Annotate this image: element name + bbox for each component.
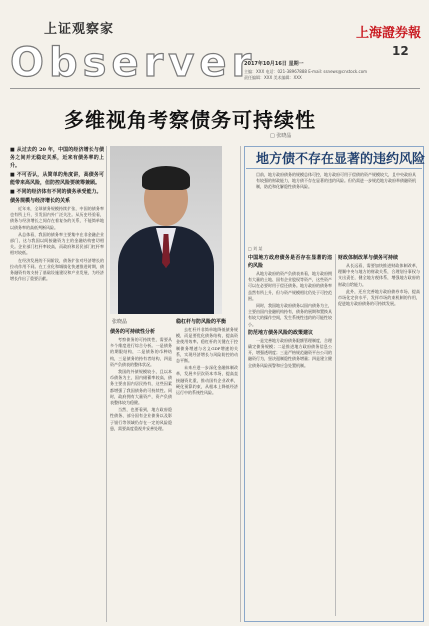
section-heading: 债务规模与经济增长的关系 <box>10 198 71 204</box>
paragraph: 未来应进一步深化金融体制改革，发展多层次资本市场，提高直接融资比重，推动国有企业改革，硬化预算约束，从根本上降低经济运行中的系统性风险。 <box>176 365 238 396</box>
column-divider <box>335 254 336 616</box>
date-line: 2017年10月16日 星期一 <box>244 61 304 67</box>
lead-bullet: ■ 从过去的 20 年，中国的经济增长与债务之间并无稳定关系，近来有债务率的上升。 <box>10 147 104 169</box>
section-kicker: 上证观察家 <box>44 22 115 37</box>
sidebar-title-rule <box>246 168 422 169</box>
photo-hair <box>142 166 190 190</box>
paragraph: 一是完善地方政府债务限额管理制度，合理确定债务规模；二是推进地方政府债务信息公开，增强透明度；三是严格规范融资平台公司的融资行为，坚决遏制隐性债务增量；四是建立健全债务风险预警和应急处置机制。 <box>248 337 332 368</box>
article-column-1 <box>10 146 104 622</box>
sidebar-column-1 <box>248 254 332 618</box>
article-headline: 多维视角考察债务可持续性 <box>64 108 316 132</box>
paragraph: 近年来，全球债务规模持续扩张，中国的债务率也有所上升，引发国内外广泛关注。从历史经验看，债务与经济增长之间存在着复杂的关系，不能简单地以债务率的高低判断风险。 <box>10 206 104 230</box>
paragraph: 从地方政府的资产负债表来看，地方政府拥有大量的土地、国有企业股权等资产，这些资产可以在必要时用于偿还债务。地方政府的债务率虽然有所上升，但与资产规模相比仍处于可控范围。 <box>248 271 332 301</box>
page-number: 12 <box>392 44 409 58</box>
editor-meta-line: 责任编辑：XXX 美术编辑：XXX <box>244 75 302 80</box>
paragraph: 从总体看，我国的债务率主要集中在非金融企业部门，这与我国以间接融资为主的金融结构密切相关。企业部门杠杆率较高，而政府和居民部门杠杆率相对较低。 <box>10 231 104 256</box>
lead-bullet: ■ 不同的经济体有不同的债务承受能力。 <box>10 189 102 195</box>
photo-caption: 张晓晶 <box>112 319 128 325</box>
sidebar-title: 地方债不存在显著的违约风险 <box>256 152 426 167</box>
section-heading: 稳杠杆与防风险的平衡 <box>176 319 227 325</box>
paragraph: 考察债务的可持续性，需要从多个维度进行综合分析。一是债务的期限结构，二是债务的币种结构，三是债务的持有者结构，四是资产负债表的整体状况。 <box>110 337 172 367</box>
sidebar-author: □ 刘 某 <box>248 246 263 251</box>
author-photo <box>110 146 222 314</box>
paragraph: 去杠杆并非简单地降低债务规模，而是要优化债务结构，提高资金使用效率。稳杠杆的关键在于控制债务增速与名义GDP增速的关系，实现经济增长与风险防控的动态平衡。 <box>176 327 238 364</box>
lead-bullet: ■ 不可否认，从简单的角度讲，高债务可能带来高风险，但防控风险要统筹兼顾。 <box>10 172 104 186</box>
paragraph: 我国的外债规模较小，且以本币债务为主，国内储蓄率较高，债务主要由国内居民持有，这些因素都增强了我国债务的可持续性。同时，政府拥有大量资产，资产负债表整体较为稳健。 <box>110 369 172 406</box>
paragraph: 此外，还应完善地方政府债券市场，提高市场化定价水平，发挥市场约束机制的作用，促进地方政府债务的可持续发展。 <box>338 288 420 307</box>
column-divider <box>106 146 107 622</box>
article-column-2 <box>110 328 172 622</box>
header-rule <box>10 88 420 89</box>
section-heading: 防范地方债务风险的政策建议 <box>248 329 314 336</box>
page-header <box>0 0 429 92</box>
column-divider <box>240 146 241 622</box>
section-heading: 债务的可持续性分析 <box>110 329 156 335</box>
paragraph: 从长远看，需要加快推进财政体制改革，理顺中央与地方的财政关系，合理划分事权与支出责任，健全地方税体系，增强地方政府的财政自给能力。 <box>338 263 420 287</box>
paragraph: 在经济发展的不同阶段，债务扩张对经济增长的拉动作用不同。在工业化和城镇化快速推进时期，债务融资有效支持了基础设施建设和产业发展，为经济增长作出了重要贡献。 <box>10 257 104 282</box>
section-heading: 财政体制改革与债务可持续 <box>338 255 399 261</box>
paragraph: 当然，也要看到，地方政府隐性债务、部分国有企业债务以及影子银行等领域仍存在一定的风险隐患，需要高度重视并妥善处理。 <box>110 407 172 431</box>
article-column-3 <box>176 318 238 622</box>
masthead-logo: 上海證券報 <box>356 26 422 41</box>
section-heading: 中国地方政府债务是否存在显著的违约风险 <box>248 255 332 269</box>
sidebar-intro: 目前，地方政府债务的规模总体可控，地方政府可用于偿债的资产规模较大，且中央政府具有较强的财政能力，地方债不存在显著的违约风险。但仍需进一步规范地方政府举债融资机制，防范和化解隐性债务风险。 <box>256 172 416 190</box>
article-byline: □ 张晓晶 <box>270 133 292 139</box>
editor-meta-line: 主编：XXX 电话：021-38967888 E-mail: ssnews@cnstock.com <box>244 69 368 74</box>
paragraph: 同时，我国地方政府债务以国内债务为主，主要由国内金融机构持有，债务的展期和置换具有较大的操作空间，发生系统性违约的可能性较小。 <box>248 303 332 327</box>
sidebar-column-2 <box>338 254 420 618</box>
section-title: Observer <box>10 40 257 86</box>
